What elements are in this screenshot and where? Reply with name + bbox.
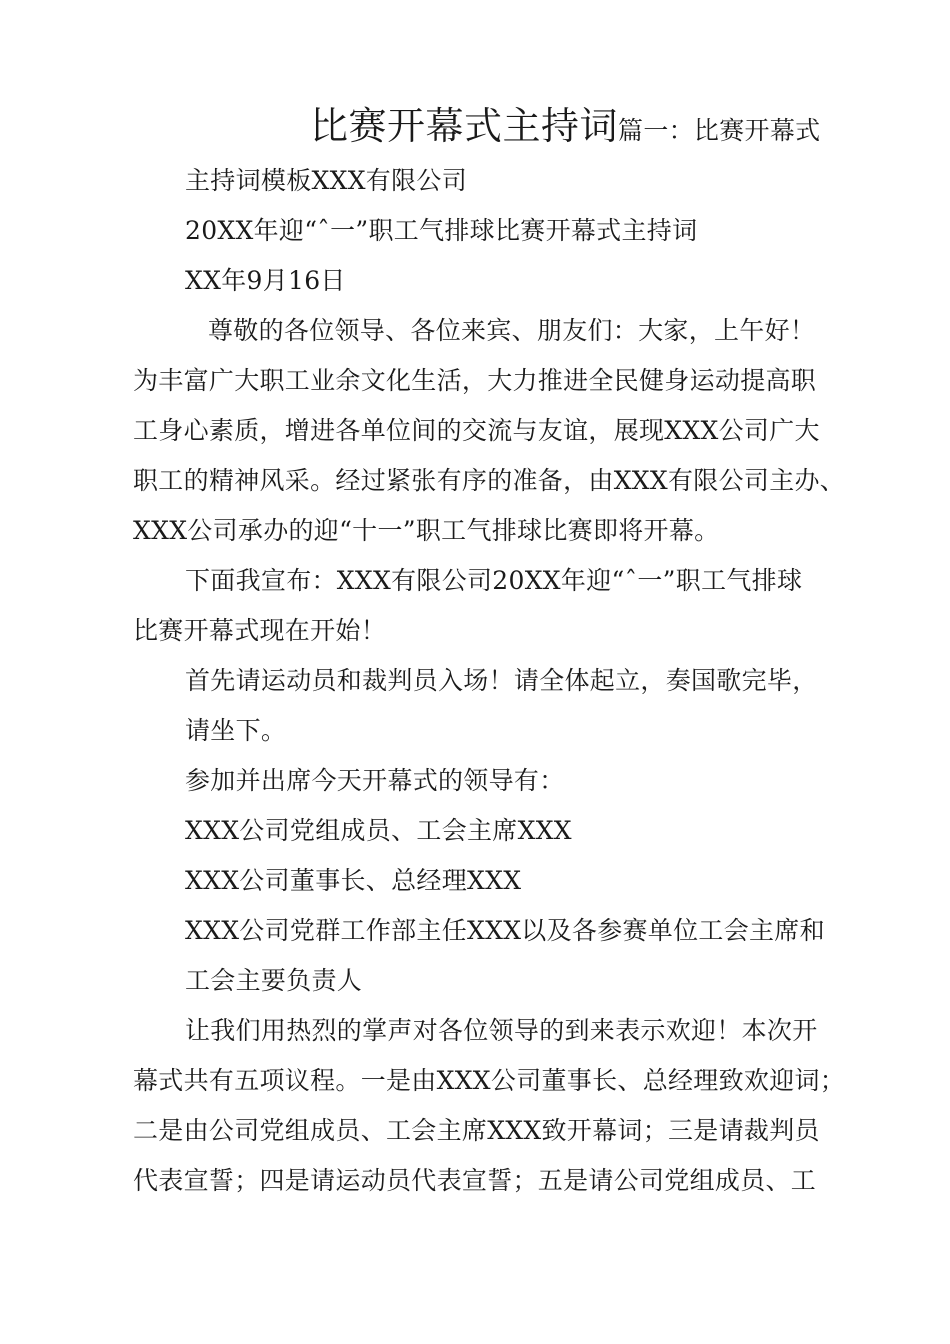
text-line: 工会主要负责人: [185, 966, 363, 995]
text-line: 为丰富广大职工业余文化生活，大力推进全民健身运动提高职: [133, 366, 817, 395]
text-line: XXX公司董事长、总经理XXX: [185, 866, 522, 895]
text-line: 20XX年迎“ˆ一”职工气排球比赛开幕式主持词: [185, 216, 698, 245]
text-line: XXX公司承办的迎“十一”职工气排球比赛即将开幕。: [133, 516, 720, 545]
text-line: 二是由公司党组成员、工会主席XXX致开幕词；三是请裁判员: [133, 1116, 820, 1145]
document-title-suffix: 篇一：比赛开幕式: [618, 116, 821, 145]
text-line: 主持词模板XXX有限公司: [185, 166, 467, 195]
text-line: 让我们用热烈的掌声对各位领导的到来表示欢迎！本次开: [185, 1016, 818, 1045]
text-line: 代表宣誓；四是请运动员代表宣誓；五是请公司党组成员、工: [133, 1166, 817, 1195]
text-line: 尊敬的各位领导、各位来宾、朋友们：大家，上午好！: [208, 316, 816, 345]
text-line: 比赛开幕式现在开始！: [133, 616, 387, 645]
text-line: 下面我宣布：XXX有限公司20XX年迎“ˆ一”职工气排球: [185, 566, 803, 595]
document-title: 比赛开幕式主持词: [310, 104, 619, 148]
text-line: 参加并出席今天开幕式的领导有：: [185, 766, 565, 795]
text-line: XXX公司党群工作部主任XXX以及各参赛单位工会主席和: [185, 916, 825, 945]
text-line: 幕式共有五项议程。一是由XXX公司董事长、总经理致欢迎词；: [133, 1066, 846, 1095]
text-line: XXX公司党组成员、工会主席XXX: [185, 816, 572, 845]
text-line: XX年9月16日: [185, 266, 346, 295]
document-title-line: [310, 104, 820, 148]
text-line: 工身心素质，增进各单位间的交流与友谊，展现XXX公司广大: [133, 416, 820, 445]
text-line: 首先请运动员和裁判员入场！请全体起立，奏国歌完毕，: [185, 666, 818, 695]
text-line: 职工的精神风采。经过紧张有序的准备，由XXX有限公司主办、: [133, 466, 846, 495]
text-line: 请坐下。: [185, 716, 287, 745]
